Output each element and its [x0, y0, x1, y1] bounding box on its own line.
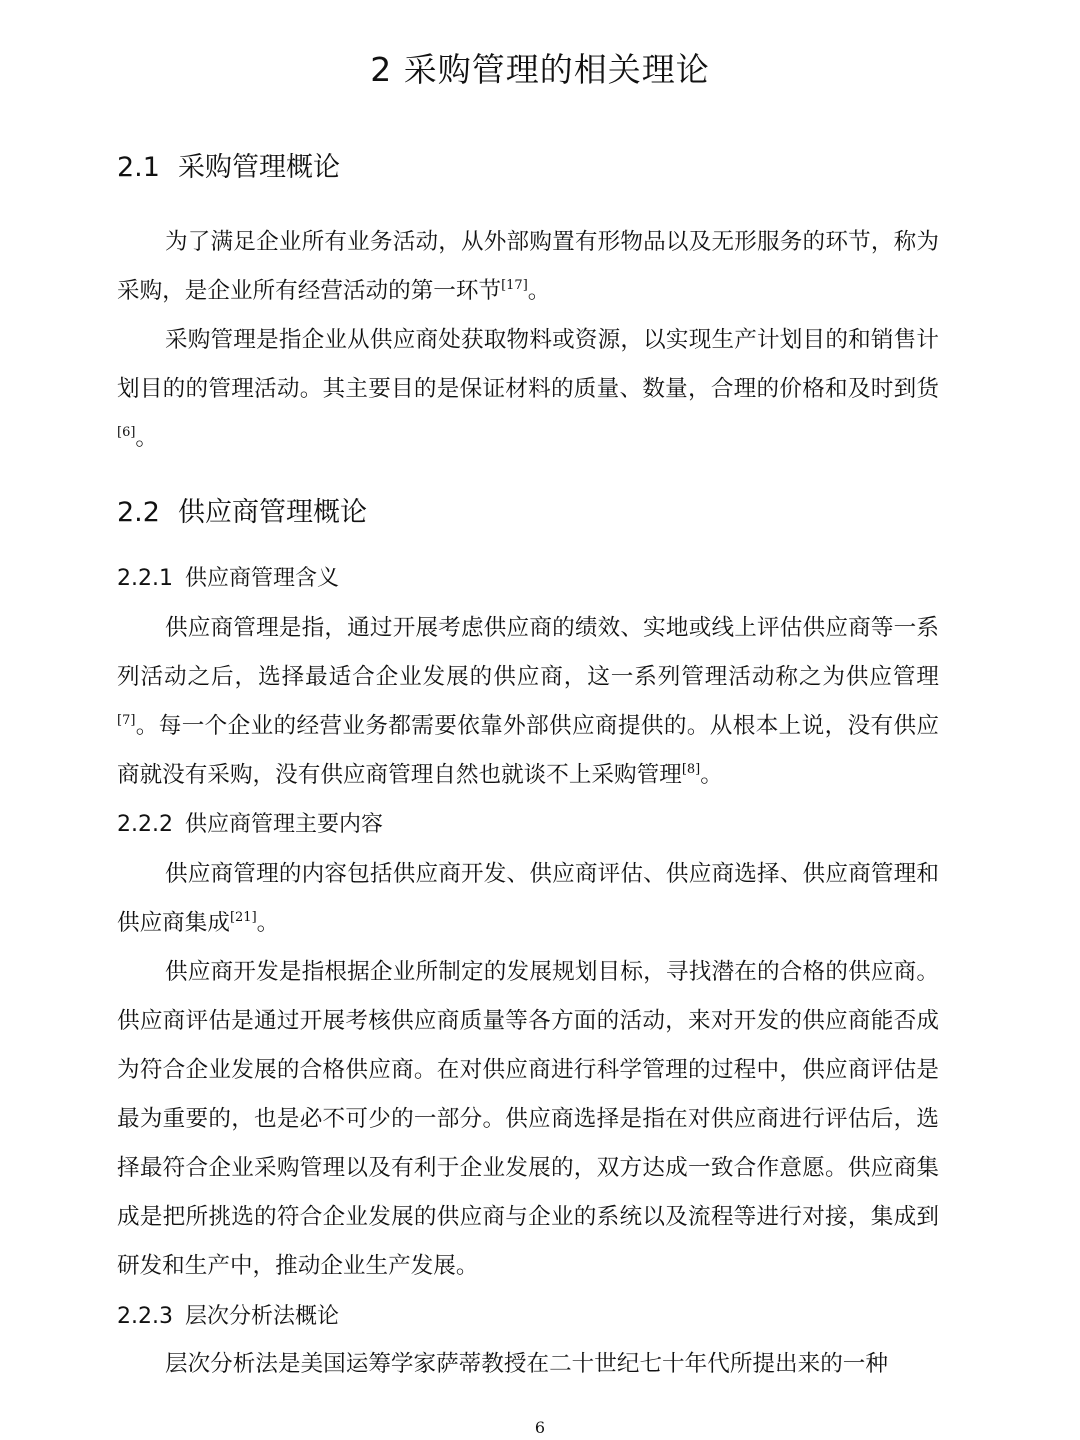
- citation: [7]: [117, 713, 136, 728]
- paragraph-end: 。: [135, 425, 159, 451]
- subsection-heading-2-2-2: [117, 810, 383, 840]
- citation: [21]: [229, 910, 257, 925]
- paragraph-text: 供应商管理是指，通过开展考虑供应商的绩效、实地或线上评估供应商等一系列活动之后，选择最适合企业发展的供应商，这一系列管理活动称之为供应管理: [117, 615, 939, 690]
- subsection-heading-2-2-3: [117, 1302, 339, 1332]
- paragraph-2-2-2-1: [117, 850, 939, 948]
- section-number: 2.1: [117, 152, 160, 183]
- paragraph-text: 供应商开发是指根据企业所制定的发展规划目标，寻找潜在的合格的供应商。供应商评估是通过开展考核供应商质量等各方面的活动，来对开发的供应商能否成为符合企业发展的合格供应商。在对供应商进行科学管理的过程中，供应商评估是最为重要的，也是必不可少的一部分。供应商选择是指在对供应商进行评估后，选择最符合企业采购管理以及有利于企业发展的，双方达成一致合作意愿。供应商集成是把所挑选的符合企业发展的供应商与企业的系统以及流程等进行对接，集成到研发和生产中，推动企业生产发展。: [117, 959, 939, 1279]
- section-number: 2.2: [117, 497, 160, 528]
- citation: [8]: [681, 762, 701, 777]
- section-heading-2-2: [117, 495, 367, 531]
- chapter-title: 2 采购管理的相关理论: [370, 50, 710, 89]
- paragraph-2-1-1: [117, 218, 939, 316]
- paragraph-text: 为了满足企业所有业务活动，从外部购置有形物品以及无形服务的环节，称为采购，是企业所有经营活动的第一环节: [117, 229, 939, 304]
- paragraph-text: 。每一个企业的经营业务都需要依靠外部供应商提供的。从根本上说，没有供应商就没有采购，没有供应商管理自然也就谈不上采购管理: [117, 713, 939, 788]
- citation: [6]: [117, 425, 136, 440]
- paragraph-2-1-2: [117, 316, 939, 463]
- subsection-title: 供应商管理主要内容: [184, 812, 383, 837]
- citation: [17]: [501, 278, 528, 293]
- subsection-title: 供应商管理含义: [184, 566, 339, 591]
- subsection-number: 2.2.1: [117, 566, 173, 591]
- subsection-number: 2.2.2: [117, 812, 173, 837]
- paragraph-2-2-2-2: [117, 948, 939, 1291]
- subsection-heading-2-2-1: [117, 564, 339, 594]
- paragraph-2-2-3-1: [117, 1340, 939, 1389]
- paragraph-text: 层次分析法是美国运筹学家萨蒂教授在二十世纪七十年代所提出来的一种: [165, 1351, 888, 1377]
- section-title: 供应商管理概论: [177, 497, 367, 528]
- paragraph-end: 。: [700, 762, 723, 788]
- paragraph-text: 供应商管理的内容包括供应商开发、供应商评估、供应商选择、供应商管理和供应商集成: [117, 861, 939, 936]
- subsection-number: 2.2.3: [117, 1304, 173, 1329]
- paragraph-text: 采购管理是指企业从供应商处获取物料或资源，以实现生产计划目的和销售计划目的的管理活动。其主要目的是保证材料的质量、数量，合理的价格和及时到货: [117, 327, 939, 402]
- paragraph-2-2-1-1: [117, 604, 939, 800]
- paragraph-end: 。: [256, 910, 280, 936]
- subsection-title: 层次分析法概论: [184, 1304, 339, 1329]
- section-title: 采购管理概论: [177, 152, 340, 183]
- paragraph-end: 。: [527, 278, 551, 304]
- page-number: 6: [534, 1418, 546, 1437]
- section-heading-2-1: [117, 150, 340, 186]
